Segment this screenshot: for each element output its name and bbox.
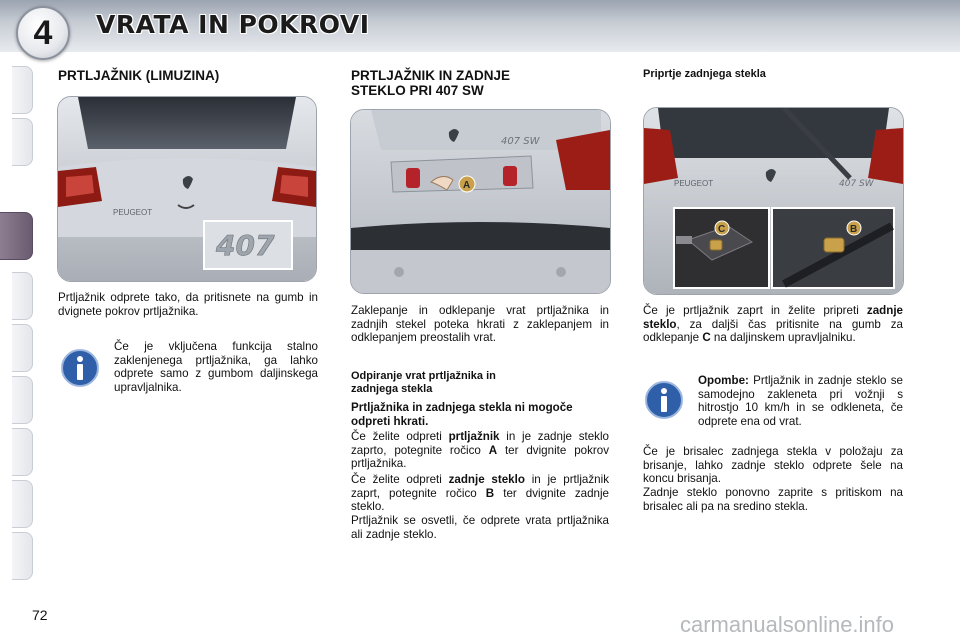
chapter-title: VRATA IN POKROVI	[96, 10, 370, 39]
chapter-tab[interactable]	[12, 480, 33, 528]
subtitle-line: zadnjega stekla	[351, 383, 433, 395]
info-icon	[60, 348, 100, 388]
info-icon	[644, 380, 684, 420]
section-title-line: STEKLO PRI 407 SW	[351, 83, 484, 98]
info-text-locking: Če je vključena funkcija stalno zaklenjenega prtljažnika, ga lahko odprete samo z gumbom daljinskega upravljalnika.	[114, 340, 318, 394]
section-title-ajar: Priprtje zadnjega stekla	[643, 68, 766, 80]
sw-tailgate-illustration	[351, 110, 610, 293]
paragraph-lighting: Prtljažnik se osvetli, če odprete vrata prtljažnika ali zadnje steklo.	[351, 514, 609, 541]
subtitle-line: Odpiranje vrat prtljažnika in	[351, 370, 496, 382]
label-c: C	[718, 224, 726, 235]
chapter-tab[interactable]	[12, 428, 33, 476]
chapter-tab-active[interactable]	[0, 212, 33, 260]
badge-text: 407	[216, 229, 275, 262]
label-a: A	[463, 180, 471, 191]
page-number: 72	[32, 607, 48, 623]
paragraph-open-trunk: Prtljažnik odprete tako, da pritisnete na gumb in dvignete pokrov prtljažnika.	[58, 291, 318, 318]
chapter-tab[interactable]	[12, 272, 33, 320]
watermark: carmanualsonline.info	[680, 612, 895, 637]
paragraph-open-rear-window: Če želite odpreti zadnje steklo in je prtljažnik zaprt, potegnite ročico B ter dvignite zadnje steklo.	[351, 473, 609, 513]
subtitle-opening	[351, 370, 609, 396]
photo-sw-tailgate	[350, 109, 611, 294]
note-auto-lock: Opombe: Prtljažnik in zadnje steklo se samodejno zakleneta pri vožnji s hitrostjo 10 km/h in se odkleneta, če odprete ena od vrat.	[698, 374, 903, 428]
sedan-trunk-illustration	[58, 97, 316, 281]
paragraph-open-trunk-sw: Če želite odpreti prtljažnik in je zadnje steklo zaprto, potegnite ročico A ter dvignite pokrov prtljažnika.	[351, 430, 609, 470]
chapter-tab[interactable]	[12, 324, 33, 372]
chapter-tab[interactable]	[12, 532, 33, 580]
chapter-tab[interactable]	[12, 66, 33, 114]
chapter-tabs	[0, 62, 34, 582]
car-brand-text: PEUGEOT	[113, 208, 153, 217]
rear-window-illustration	[644, 108, 903, 294]
chapter-number: 4	[16, 6, 70, 60]
paragraph-locking-sw: Zaklepanje in odklepanje vrat prtljažnika in zadnjih stekel poteka hkrati z zaklepanjem in odklepanjem preostalih vrat.	[351, 304, 609, 344]
label-b: B	[850, 224, 858, 235]
photo-sedan-trunk	[57, 96, 317, 282]
section-title-line: PRTLJAŽNIK IN ZADNJE	[351, 68, 511, 83]
chapter-tab[interactable]	[12, 376, 33, 424]
badge-text: 407 SW	[839, 179, 874, 189]
paragraph-not-simultaneous: Prtljažnika in zadnjega stekla ni mogoče odpreti hkrati.	[351, 401, 573, 428]
chapter-tab[interactable]	[12, 118, 33, 166]
section-title-sw	[351, 68, 510, 98]
car-brand-text: PEUGEOT	[674, 179, 714, 188]
photo-rear-window	[643, 107, 904, 295]
paragraph-close-window: Zadnje steklo ponovno zaprite s pritiskom na brisalec ali pa na sredino stekla.	[643, 486, 903, 513]
paragraph-wiper: Če je brisalec zadnjega stekla v položaju za brisanje, lahko zadnje steklo odprete šele na koncu brisanja.	[643, 445, 903, 485]
paragraph-ajar-window: Če je prtljažnik zaprt in želite pripreti zadnje steklo, za daljši čas pritisnite na gumb za odklepanje C na daljinskem upravljalniku.	[643, 304, 903, 344]
section-title-trunk: PRTLJAŽNIK (LIMUZINA)	[58, 68, 220, 83]
badge-text: 407 SW	[501, 136, 540, 147]
